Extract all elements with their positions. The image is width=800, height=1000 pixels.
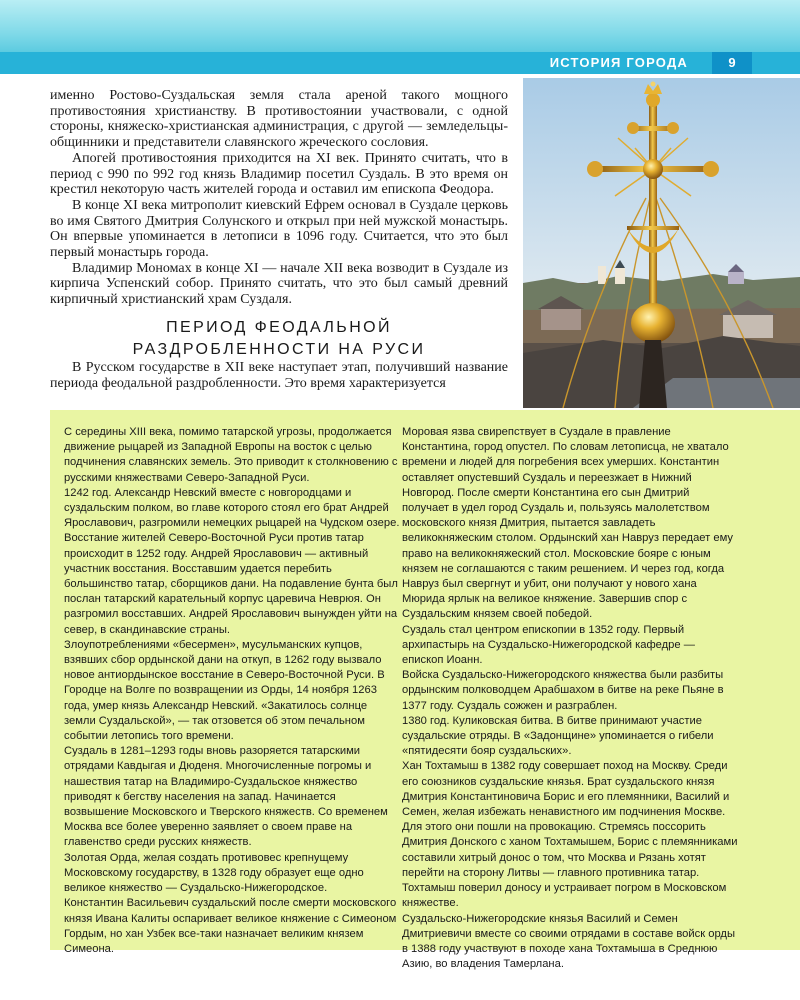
sidebar-paragraph: Суздаль стал центром епископии в 1352 году. Первый архипастырь на Суздальско-Нижегородской кафедре — епископ Иоанн. [402, 623, 695, 667]
sidebar-paragraph: 1242 год. Александр Невский вместе с новгородцами и суздальским полком, во главе которого стоял его брат Андрей Ярославович, разгромили немецких рыцарей на Чудском озере. [64, 486, 400, 530]
sidebar-paragraph: Войска Суздальско-Нижегородского княжества были разбиты ордынским полководцем Арабшахом в битве на реке Пьяне в 1377 году. Суздаль сожжен и разграблен. [402, 669, 724, 712]
section-title: ИСТОРИЯ ГОРОДА [549, 55, 688, 70]
sidebar-paragraph: Моровая язва свирепствует в Суздале в правление Константина, город опустел. По словам летописца, не хватало времени и людей для погребения всех умерших. Константин оставляет опустевший Суздаль и переезжает в Нижний Новгород. После смерти Константина его сын Дмитрий получает в удел город Суздаль и, пользуясь малолетством московского князя Дмитрия, пытается завладеть великокняжеским столом. Ордынский хан Навруз передает ему право на великокняжеский стол. Московские бояре с юным князем не соглашаются с таким решением. И через год, когда Навруз был свергнут и убит, они получают у нового хана Мюрида ярлык на великое княжение. Завершив спор с Суздальским князем своей победой. [402, 426, 734, 621]
section-heading [50, 317, 508, 361]
photo-golden-cross [523, 78, 800, 408]
intro-text [50, 88, 508, 308]
photo-golden-cross-image [523, 78, 800, 408]
intro-paragraph: Владимир Мономах в конце XI — начале XII века возводит в Суздале из кирпича Успенский собор. Принято считать, что это был самый древний кирпичный христианский храм Суздаля. [50, 260, 508, 308]
intro-paragraph: В конце XI века митрополит киевский Ефрем основал в Суздале церковь во имя Святого Дмитрия Солунского и открыл при ней мужской монастырь. Он впервые упоминается в летописи в 1096 году. Считается, что это был первый монастырь города. [50, 197, 508, 261]
sidebar-paragraph: С середины XIII века, помимо татарской угрозы, продолжается движение рыцарей из Западной Европы на восток с целью подчинения славянских земель. Это приводит к столкновению с русскими княжествами Северо-Западной Руси. [64, 426, 398, 484]
section-heading-line: ПЕРИОД ФЕОДАЛЬНОЙ [166, 319, 392, 336]
sidebar-paragraph: Золотая Орда, желая создать противовес крепнущему Московскому государству, в 1328 году образует еще одно великое княжество — Суздальско-Нижегородское. [64, 851, 364, 895]
sidebar-paragraph: Злоупотреблениями «бесермен», мусульманских купцов, взявших сбор ордынской дани на откуп, в 1262 году вызвало новое антиордынское восстание в Северо-Восточной Руси. В Городце на Волге по возвращении из Орды, 14 ноября 1263 года, умер князь Александр Невский. «Закатилось солнце земли Суздальской», — так отзовется об этом печальном событии летопись того времени. [64, 638, 385, 743]
sidebar-paragraph: Хан Тохтамыш в 1382 году совершает поход на Москву. Среди его союзников суздальские князья. Брат суздальского князя Дмитрия Константиновича Борис и его племянники, Василий и Семен, желая избежать ненавистного им подчинения Москве. Для этого они пошли на провокацию. Стремясь поссорить Дмитрия Донского с ханом Тохтамышем, Борис с племянниками составили хитрый донос о том, что Москва и Рязань хотят перейти на сторону Литвы — главного противника татар. Тохтамыш поверил доносу и устраивает погром в Московском княжестве. [402, 760, 738, 910]
intro-paragraph: именно Ростово-Суздальская земля стала ареной такого мощного противостояния христианству. В противостоянии участвовали, с одной стороны, княжеско-христианская администрация, с другой — земледельцы-общинники и представители славянского жреческого сословия. [50, 88, 508, 151]
sidebar-paragraph: Восстание жителей Северо-Восточной Руси против татар происходит в 1252 году. Андрей Ярославович — активный участник восстания. Восставшим удается перебить большинство татар, сборщиков дани. На подавление бунта был послан татарский карательный корпус царевича Неврюя. Он разгромил восставших. Андрей Ярославович вынужден уйти на север, в скандинавские страны. [64, 532, 398, 636]
sidebar-paragraph: Суздальско-Нижегородские князья Василий и Семен Дмитриевичи вместе со своими отрядами в составе войск орды в 1388 году участвуют в походе хана Тохтамыша в Среднюю Азию, во владения Тамерлана. [402, 912, 735, 971]
after-heading-text [50, 360, 508, 391]
sidebar-paragraph: 1380 год. Куликовская битва. В битве принимают участие суздальские отряды. В «Задонщине» упоминается о гибели «пятидесяти бояр суздальских». [402, 714, 714, 758]
after-heading-paragraph: В Русском государстве в XII веке наступает этап, получивший название периода феодальной раздробленности. Это время характеризуется [50, 360, 508, 391]
page-number: 9 [712, 52, 752, 74]
sidebar-paragraph: Суздаль в 1281–1293 годы вновь разоряется татарскими отрядами Кавдыгая и Дюденя. Многочисленные погромы и нашествия татар на Владимиро-Суздальское княжество приводят к бегству населения на запад. Начинается возвышение Московского и Тверского княжеств. Со временем Москва все более уверенно заявляет о своем праве на главенство среди русских княжеств. [64, 745, 388, 849]
sidebar-left-column [64, 425, 400, 957]
section-heading-line: РАЗДРОБЛЕННОСТИ НА РУСИ [132, 341, 426, 358]
intro-paragraph: Апогей противостояния приходится на XI век. Принято считать, что в период с 990 по 992 год князь Владимир посетил Суздаль. В это время он крестил некоторую часть жителей города и оставил им епископа Феодора. [50, 150, 508, 198]
sidebar-paragraph: Константин Васильевич суздальский после смерти московского князя Ивана Калиты оспаривает великое княжение с Симеоном Гордым, но хан Узбек все-таки назначает великим князем Симеона. [64, 897, 397, 955]
sidebar-right-column [402, 425, 738, 972]
